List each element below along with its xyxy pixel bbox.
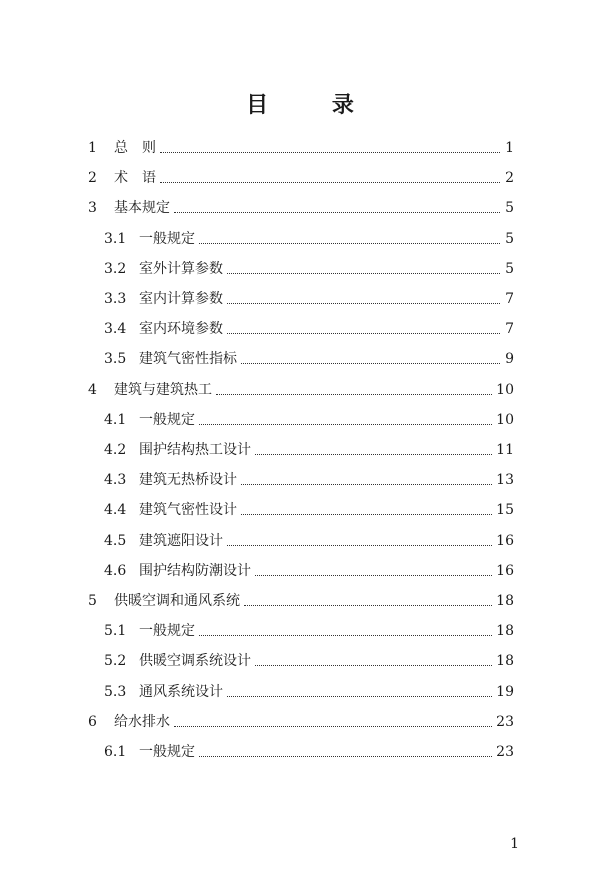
toc-subsection-entry bbox=[104, 470, 514, 490]
dot-leader bbox=[160, 181, 500, 183]
toc-entry-number: 5.2 bbox=[104, 653, 127, 670]
toc-entry-page: 18 bbox=[496, 623, 514, 640]
toc-subsection-entry bbox=[104, 349, 514, 369]
toc-entry-page: 10 bbox=[496, 411, 514, 428]
toc-entry-label: 室内环境参数 bbox=[139, 321, 223, 338]
toc-entry-label: 供暖空调系统设计 bbox=[139, 653, 251, 670]
toc-subsection-entry bbox=[104, 289, 514, 309]
toc-entry-label: 供暖空调和通风系统 bbox=[114, 593, 240, 609]
dot-leader bbox=[227, 302, 500, 304]
toc-subsection-entry bbox=[104, 651, 514, 671]
toc-entry-number: 5.3 bbox=[104, 683, 127, 700]
toc-entry-number: 3 bbox=[88, 200, 97, 217]
dot-leader bbox=[199, 423, 492, 425]
toc-entry-page: 5 bbox=[505, 230, 514, 247]
toc-entry-label: 建筑遮阳设计 bbox=[139, 532, 223, 549]
toc-entry-label: 建筑与建筑热工 bbox=[114, 381, 212, 398]
toc-entry-page: 9 bbox=[505, 351, 514, 368]
toc-chapter-entry bbox=[88, 712, 514, 732]
toc-entry-number: 1 bbox=[88, 140, 97, 156]
toc-entry-page: 5 bbox=[505, 200, 514, 217]
toc-entry-page: 2 bbox=[505, 170, 514, 187]
toc-entry-number: 3.1 bbox=[104, 230, 127, 247]
toc-entry-label: 围护结构热工设计 bbox=[139, 442, 251, 458]
toc-entry-number: 3.5 bbox=[104, 351, 127, 368]
toc-entry-label: 基本规定 bbox=[114, 200, 170, 217]
toc-subsection-entry bbox=[104, 682, 514, 702]
toc-entry-number: 3.3 bbox=[104, 291, 127, 307]
dot-leader bbox=[227, 332, 500, 334]
toc-entry-number: 4.5 bbox=[104, 532, 127, 549]
dot-leader bbox=[244, 604, 492, 606]
toc-entry-label: 总 则 bbox=[114, 140, 156, 156]
toc-entry-number: 3.2 bbox=[104, 260, 127, 277]
dot-leader bbox=[199, 634, 492, 636]
toc-subsection-entry bbox=[104, 531, 514, 551]
toc-entry-number: 3.4 bbox=[104, 321, 127, 338]
toc-entry-label: 一般规定 bbox=[139, 744, 195, 760]
toc-chapter-entry bbox=[88, 198, 514, 218]
toc-entry-number: 4.3 bbox=[104, 472, 127, 489]
toc-subsection-entry bbox=[104, 742, 514, 762]
toc-entry-page: 10 bbox=[496, 381, 514, 398]
toc-entry-label: 建筑无热桥设计 bbox=[139, 472, 237, 489]
toc-entry-label: 给水排水 bbox=[114, 713, 170, 730]
toc-entry-page: 16 bbox=[496, 532, 514, 549]
toc-entry-page: 7 bbox=[505, 291, 514, 307]
toc-entry-page: 18 bbox=[496, 653, 514, 670]
dot-leader bbox=[199, 755, 492, 757]
toc-chapter-entry bbox=[88, 591, 514, 611]
toc-entry-label: 室外计算参数 bbox=[139, 260, 223, 277]
dot-leader bbox=[227, 544, 492, 546]
toc-subsection-entry bbox=[104, 410, 514, 430]
dot-leader bbox=[255, 453, 492, 455]
dot-leader bbox=[241, 513, 492, 515]
toc-entry-number: 4.1 bbox=[104, 411, 127, 428]
toc-entry-page: 16 bbox=[496, 562, 514, 579]
toc-subsection-entry bbox=[104, 229, 514, 249]
toc-entry-label: 建筑气密性指标 bbox=[139, 351, 237, 368]
toc-subsection-entry bbox=[104, 621, 514, 641]
dot-leader bbox=[174, 211, 500, 213]
toc-entry-label: 室内计算参数 bbox=[139, 291, 223, 307]
toc-entry-number: 4.4 bbox=[104, 502, 127, 519]
toc-entry-number: 4 bbox=[88, 381, 97, 398]
toc-subsection-entry bbox=[104, 259, 514, 279]
toc-subsection-entry bbox=[104, 561, 514, 581]
toc-entry-number: 4.2 bbox=[104, 442, 127, 458]
toc-chapter-entry bbox=[88, 168, 514, 188]
page-number: 1 bbox=[510, 836, 519, 852]
toc-title: 目 录 bbox=[246, 92, 382, 118]
toc-subsection-entry bbox=[104, 319, 514, 339]
toc-entry-label: 一般规定 bbox=[139, 411, 195, 428]
toc-entry-label: 术 语 bbox=[114, 170, 156, 187]
toc-entry-number: 2 bbox=[88, 170, 97, 187]
toc-entry-page: 13 bbox=[496, 472, 514, 489]
toc-entry-label: 一般规定 bbox=[139, 230, 195, 247]
toc-subsection-entry bbox=[104, 500, 514, 520]
toc-entry-page: 23 bbox=[496, 744, 514, 760]
toc-entry-page: 5 bbox=[505, 260, 514, 277]
dot-leader bbox=[227, 695, 492, 697]
dot-leader bbox=[255, 664, 492, 666]
dot-leader bbox=[160, 151, 500, 153]
toc-entry-page: 23 bbox=[496, 713, 514, 730]
toc-subsection-entry bbox=[104, 440, 514, 460]
toc-entry-number: 4.6 bbox=[104, 562, 127, 579]
dot-leader bbox=[255, 574, 492, 576]
toc-entry-page: 11 bbox=[496, 442, 514, 458]
toc-entry-label: 一般规定 bbox=[139, 623, 195, 640]
toc-entry-number: 6.1 bbox=[104, 744, 127, 760]
dot-leader bbox=[241, 483, 492, 485]
toc-entry-label: 通风系统设计 bbox=[139, 683, 223, 700]
toc-entry-page: 7 bbox=[505, 321, 514, 338]
dot-leader bbox=[241, 362, 500, 364]
toc-entry-page: 19 bbox=[496, 683, 514, 700]
toc-entry-label: 建筑气密性设计 bbox=[139, 502, 237, 519]
toc-entry-number: 6 bbox=[88, 713, 97, 730]
dot-leader bbox=[174, 725, 492, 727]
toc-entry-label: 围护结构防潮设计 bbox=[139, 562, 251, 579]
toc-chapter-entry bbox=[88, 380, 514, 400]
dot-leader bbox=[216, 393, 492, 395]
toc-entry-page: 1 bbox=[505, 140, 514, 156]
toc-entry-number: 5 bbox=[88, 593, 97, 609]
toc-chapter-entry bbox=[88, 138, 514, 158]
dot-leader bbox=[199, 242, 500, 244]
toc-entry-number: 5.1 bbox=[104, 623, 127, 640]
toc-entry-page: 18 bbox=[496, 593, 514, 609]
dot-leader bbox=[227, 272, 500, 274]
toc-entry-page: 15 bbox=[496, 502, 514, 519]
